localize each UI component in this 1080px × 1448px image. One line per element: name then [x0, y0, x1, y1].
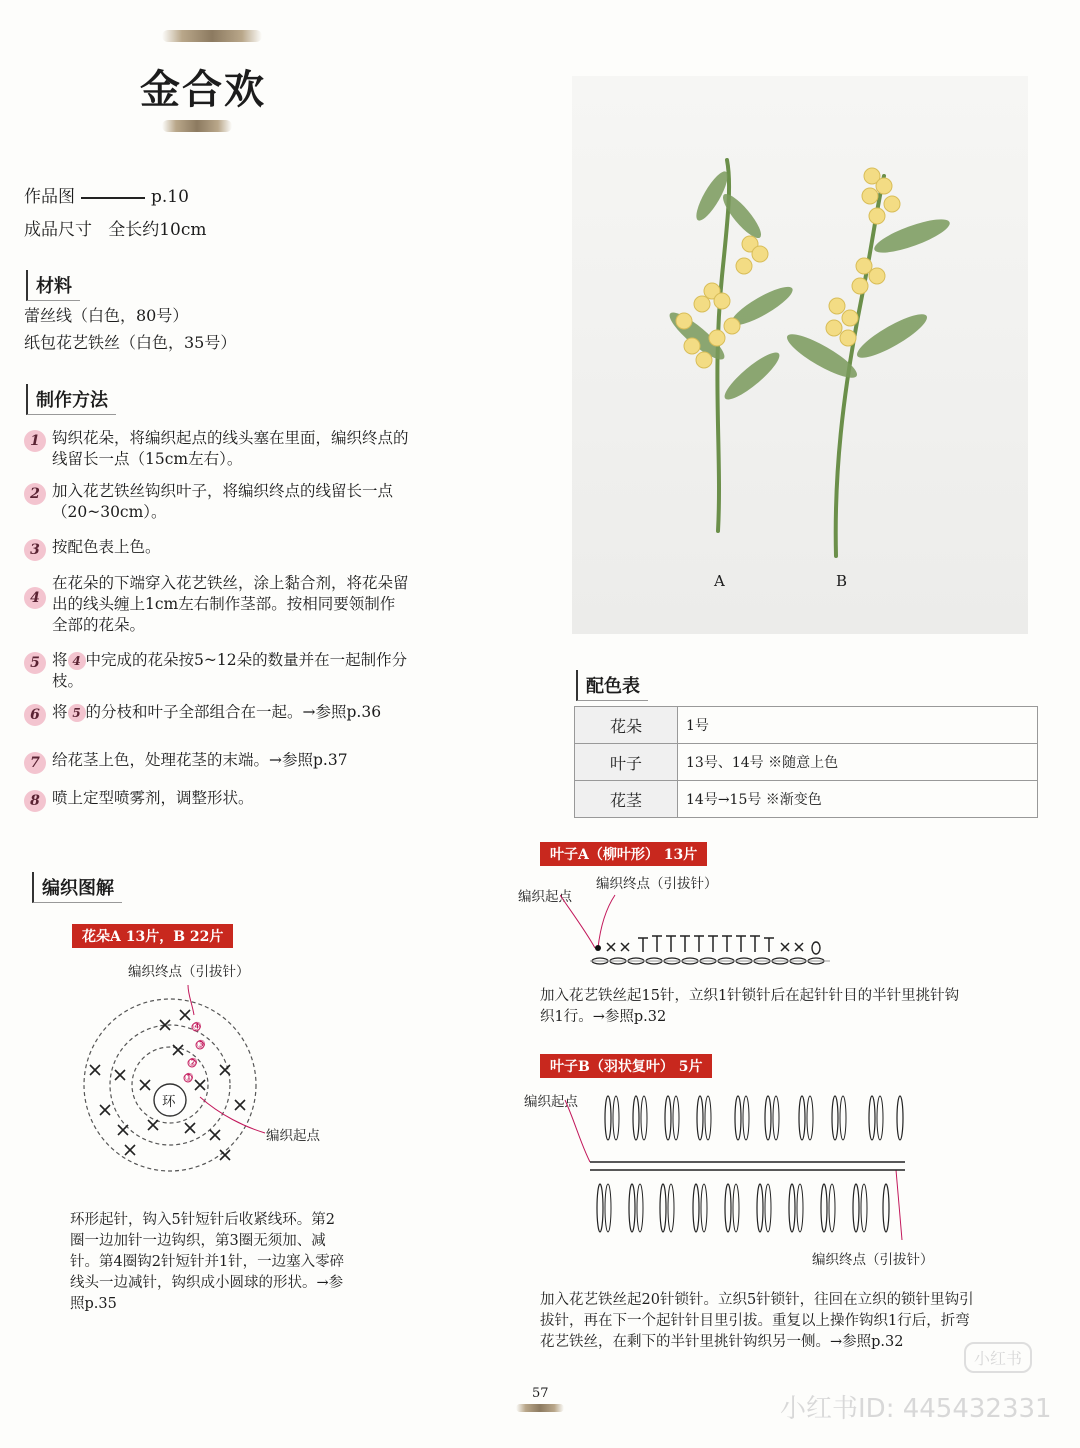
title-ornament-bottom — [162, 120, 232, 132]
size-label: 成品尺寸 — [24, 220, 92, 240]
material-item: 蕾丝线（白色，80号） — [24, 306, 189, 325]
color-part: 叶子 — [575, 744, 678, 781]
step-number-6: 6 — [24, 704, 46, 726]
step-number-3: 3 — [24, 539, 46, 561]
photo-label-a: A — [714, 572, 725, 590]
step-text: 将 5 的分枝和叶子全部组合在一起。→参照p.36 — [52, 703, 382, 721]
step-1 — [24, 428, 409, 470]
step-number-2: 2 — [24, 483, 46, 505]
leaf-a-end-label: 编织终点（引拔针） — [596, 876, 718, 892]
step-text: 按配色表上色。 — [52, 538, 161, 556]
step-number-8: 8 — [24, 790, 46, 812]
step-5 — [24, 650, 409, 692]
leaf-b-chart-diagram — [560, 1092, 920, 1242]
diagram-heading: 编织图解 — [32, 872, 122, 903]
color-value: 13号、14号 ※随意上色 — [678, 744, 1038, 781]
table-row — [575, 707, 1038, 744]
footer-ornament — [516, 1404, 564, 1412]
materials-list — [24, 302, 236, 356]
color-value: 14号→15号 ※渐变色 — [678, 781, 1038, 818]
color-value: 1号 — [678, 707, 1038, 744]
step-8 — [24, 788, 409, 809]
round-marker-2: ② — [188, 1056, 198, 1069]
page-title: 金合欢 — [140, 66, 266, 113]
round-marker-3: ③ — [196, 1038, 206, 1051]
mimosa-illustration — [572, 76, 1028, 634]
step-3 — [24, 537, 409, 558]
leaf-a-note: 加入花艺铁丝起15针，立织1针锁针后在起针针目的半针里挑针钩织1行。→参照p.32 — [540, 988, 960, 1025]
color-part: 花朵 — [575, 707, 678, 744]
materials-heading: 材料 — [26, 270, 80, 301]
flower-start-label: 编织起点 — [266, 1128, 320, 1144]
step-2 — [24, 481, 409, 523]
table-row — [575, 781, 1038, 818]
leaf-b-start-label: 编织起点 — [524, 1094, 578, 1110]
leaf-b-count-bar: 叶子B（羽状复叶） 5片 — [540, 1054, 712, 1078]
pattern-reference — [24, 182, 189, 207]
leaf-a-chart-diagram — [560, 890, 850, 972]
color-table-heading: 配色表 — [576, 670, 648, 701]
step-text: 在花朵的下端穿入花艺铁丝，涂上黏合剂，将花朵留出的线头缠上1cm左右制作茎部。按相同要领制作全部的花朵。 — [52, 574, 409, 634]
watermark-id: 小红书ID: 445432331 — [780, 1394, 1052, 1424]
flower-chart-diagram — [70, 985, 280, 1175]
finished-size — [24, 215, 207, 240]
step-ref-badge: 4 — [68, 652, 86, 670]
leaf-b-note: 加入花艺铁丝起20针锁针。立织5针锁针，往回在立织的锁针里钩引拔针，再在下一个起针针目里引拔。重复以上操作钩织1行后，折弯花艺铁丝，在剩下的半针里挑针钩织另一侧。→参照p.32 — [540, 1292, 974, 1350]
title-ornament-top — [162, 30, 262, 42]
step-text: 加入花艺铁丝钩织叶子，将编织终点的线留长一点（20~30cm）。 — [52, 482, 394, 521]
round-marker-4: ④ — [192, 1020, 202, 1033]
step-number-7: 7 — [24, 752, 46, 774]
page-number: 57 — [532, 1386, 549, 1401]
method-heading: 制作方法 — [26, 384, 116, 415]
material-item: 纸包花艺铁丝（白色，35号） — [24, 333, 237, 352]
pattern-label: 作品图 — [24, 187, 75, 207]
step-ref-badge: 5 — [68, 704, 86, 722]
leaf-a-count-bar: 叶子A（柳叶形） 13片 — [540, 842, 707, 866]
step-text: 喷上定型喷雾剂，调整形状。 — [52, 789, 254, 807]
leaf-b-end-label: 编织终点（引拔针） — [812, 1252, 934, 1268]
step-6 — [24, 702, 409, 723]
size-value: 全长约10cm — [108, 220, 207, 240]
step-text: 给花茎上色，处理花茎的末端。→参照p.37 — [52, 751, 348, 769]
mimosa-photo — [572, 76, 1028, 634]
flower-count-bar: 花朵A 13片，B 22片 — [72, 924, 233, 948]
flower-note: 环形起针，钩入5针短针后收紧线环。第2圈一边加针一边钩织，第3圈无须加、减针。第4圈钩2针短针并1针，一边塞入零碎线头一边减针，钩织成小圆球的形状。→参照p.35 — [70, 1212, 345, 1312]
step-text: 将 4 中完成的花朵按5~12朵的数量并在一起制作分枝。 — [52, 651, 408, 690]
step-4 — [24, 573, 409, 636]
color-table — [574, 706, 1038, 818]
step-number-1: 1 — [24, 430, 46, 452]
photo-label-b: B — [836, 572, 848, 590]
round-marker-1: ① — [184, 1071, 194, 1084]
pattern-ref: p.10 — [151, 187, 189, 207]
step-number-4: 4 — [24, 587, 46, 609]
color-part: 花茎 — [575, 781, 678, 818]
flower-ring-label: 环 — [162, 1094, 176, 1110]
step-text: 钩织花朵，将编织起点的线头塞在里面，编织终点的线留长一点（15cm左右）。 — [52, 429, 409, 468]
table-row — [575, 744, 1038, 781]
leaf-a-start-label: 编织起点 — [518, 889, 572, 905]
step-7 — [24, 750, 409, 771]
flower-end-label: 编织终点（引拔针） — [128, 964, 250, 980]
step-number-5: 5 — [24, 652, 46, 674]
watermark-badge: 小红书 — [964, 1342, 1032, 1373]
